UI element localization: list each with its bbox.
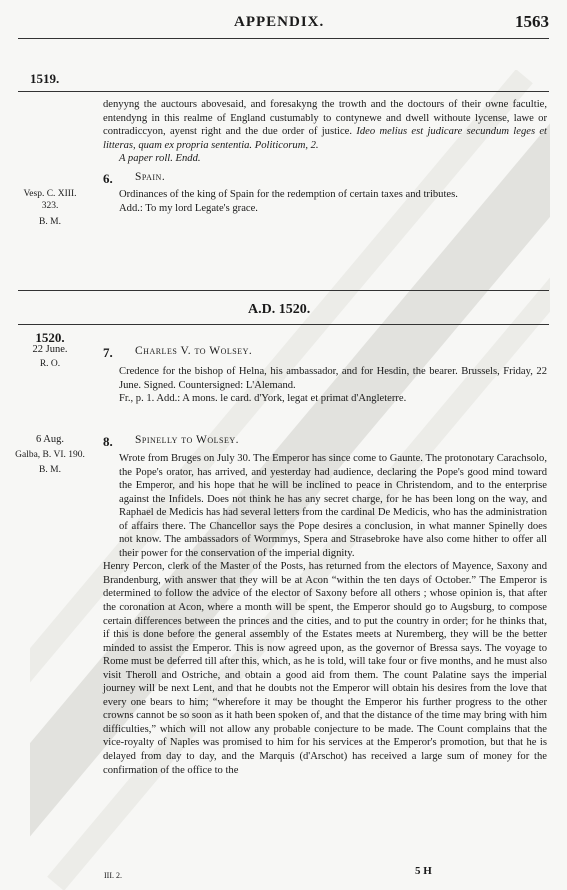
entry-6-margin (14, 188, 86, 228)
section-rule (18, 290, 549, 291)
latin-quote: Ideo melius est judicare secundum leges et litteras, quam ex propria sententia. Politicorum, 2. (103, 126, 548, 151)
entry-7-date: 22 June. (32, 344, 68, 355)
entry-7-body (103, 365, 547, 406)
entry-8-body (103, 452, 547, 777)
entry-7-title: Charles V. to Wolsey. (135, 345, 253, 357)
entry-8-paragraph-2: Henry Percon, clerk of the Master of the Posts, has returned from the electors of Mayence, Saxony and Brandenburg, with answer that they will be at Acon “within the ten days of October.” The Emperor is determined to follow the advice of the elector of Saxony before all others ; whose opinion is, that after the coronation at Acon, where a month will be spent, the Emperor should go to Augsburg, to compose certain differences between the princes and the cities, and to put the country in order; for he thinks that, if this is done before the general assembly of the Estates meets at Nuremberg, they will be the better minded to assist the Emperor. This is now agreed upon, as the governor of Bressa says. The voyage to Rome must be deferred till after this, which, as he is told, will take four or five months, and he must also visit Theroll and Ostriche, and obtain a good aid from them. The count Palatine says the imperial journey will be next Lent, and that he doubts not the Emperor will obtain his desires from the love that every one bears to him; “wherefore it may be thought the Emperor his further progress to the other crowns cannot be so soon as it hath been spoken of, and that the distance of the time may bring with him difficulties,” which will not allow any probable conjecture to be made. The Count complains that the vice-royalty of Naples was promised to him for his services at the Emperor's promotion, but that he is delayed from day to day, and the Marquis (d'Arschot) has received a large sum of money for the confirmation of the office to the (103, 561, 547, 776)
entry-6-body (103, 188, 547, 215)
entry-7-year: 1520. (35, 330, 65, 345)
entry-6-address: Add.: To my lord Legate's grace. (119, 202, 258, 214)
entry-7-address: Fr., p. 1. Add.: A mons. le card. d'York, legat et primat d'Angleterre. (119, 393, 407, 405)
entry-6-title: Spain. (135, 171, 166, 183)
entry-8-repository: B. M. (39, 465, 61, 475)
entry-7-number: 7. (103, 345, 113, 360)
entry-6-text: Ordinances of the king of Spain for the redemption of certain taxes and tributes. (119, 189, 458, 200)
volume-signature: III. 2. (104, 871, 122, 880)
section-rule-2 (18, 324, 549, 325)
entry-8-date: 6 Aug. (35, 434, 64, 445)
entry-5-text: denyyng the auctours abovesaid, and foresakyng the trowth and the doctours of their owne facultie, entendyng in this realme of England custumably to contynewe and dwell withoute lycense, lawe or contradiccyon, ayenst right and the due order of justice. Ideo melius est judicare secundum leges et litteras, quam ex propria sententia. Politicorum, 2. (103, 99, 548, 151)
gathering-signature: 5 H (415, 865, 432, 877)
entry-5-endorsement: A paper roll. Endd. (119, 153, 201, 165)
year-heading: A.D. 1520. (248, 302, 311, 317)
page-number: 1563 (515, 12, 549, 31)
year-rule (18, 91, 549, 92)
entry-6-number: 6. (103, 171, 113, 186)
header-rule (18, 38, 549, 39)
entry-6-repository: B. M. (39, 217, 61, 227)
entry-8-margin (14, 434, 86, 476)
entry-8-paragraph-1: Wrote from Bruges on July 30. The Emperor has since come to Gaunte. The protonotary Carachsolo, the Pope's orator, has arrived, and yesterday had audience, declaring the Pope's good mind toward the Emperor, and his hope that he will be inclined to peace in Christendom, and to the enterprise against the Infidels. Does not think he has any secret charge, for he has been long on the way, and Raphael de Medicis has had several letters from the cardinal De Medicis, who has the administration of affairs there. The Chancellor says the Pope desires a conclusion, in what manner Spinelly does not know. The ambassadors of Wormmys, Spera and Strasebroke have also come hither to offer all their power for the conservation of the imperial dignity. (119, 453, 547, 559)
entry-8-reference: Galba, B. VI. 190. (15, 450, 85, 460)
entry-5-continuation (103, 98, 547, 166)
entry-7-margin (14, 332, 86, 370)
running-title: APPENDIX. (234, 14, 325, 30)
year-1519: 1519. (30, 71, 60, 86)
entry-7-repository: R. O. (39, 359, 61, 369)
page-header (0, 8, 567, 38)
entry-8-number: 8. (103, 434, 113, 449)
entry-8-title: Spinelly to Wolsey. (135, 434, 239, 446)
entry-6-reference: Vesp. C. XIII. 323. (23, 189, 77, 211)
entry-7-text: Credence for the bishop of Helna, his ambassador, and for Hesdin, the bearer. Brussels, Friday, 22 June. Signed. Countersigned: L'Alemand. (119, 366, 547, 391)
